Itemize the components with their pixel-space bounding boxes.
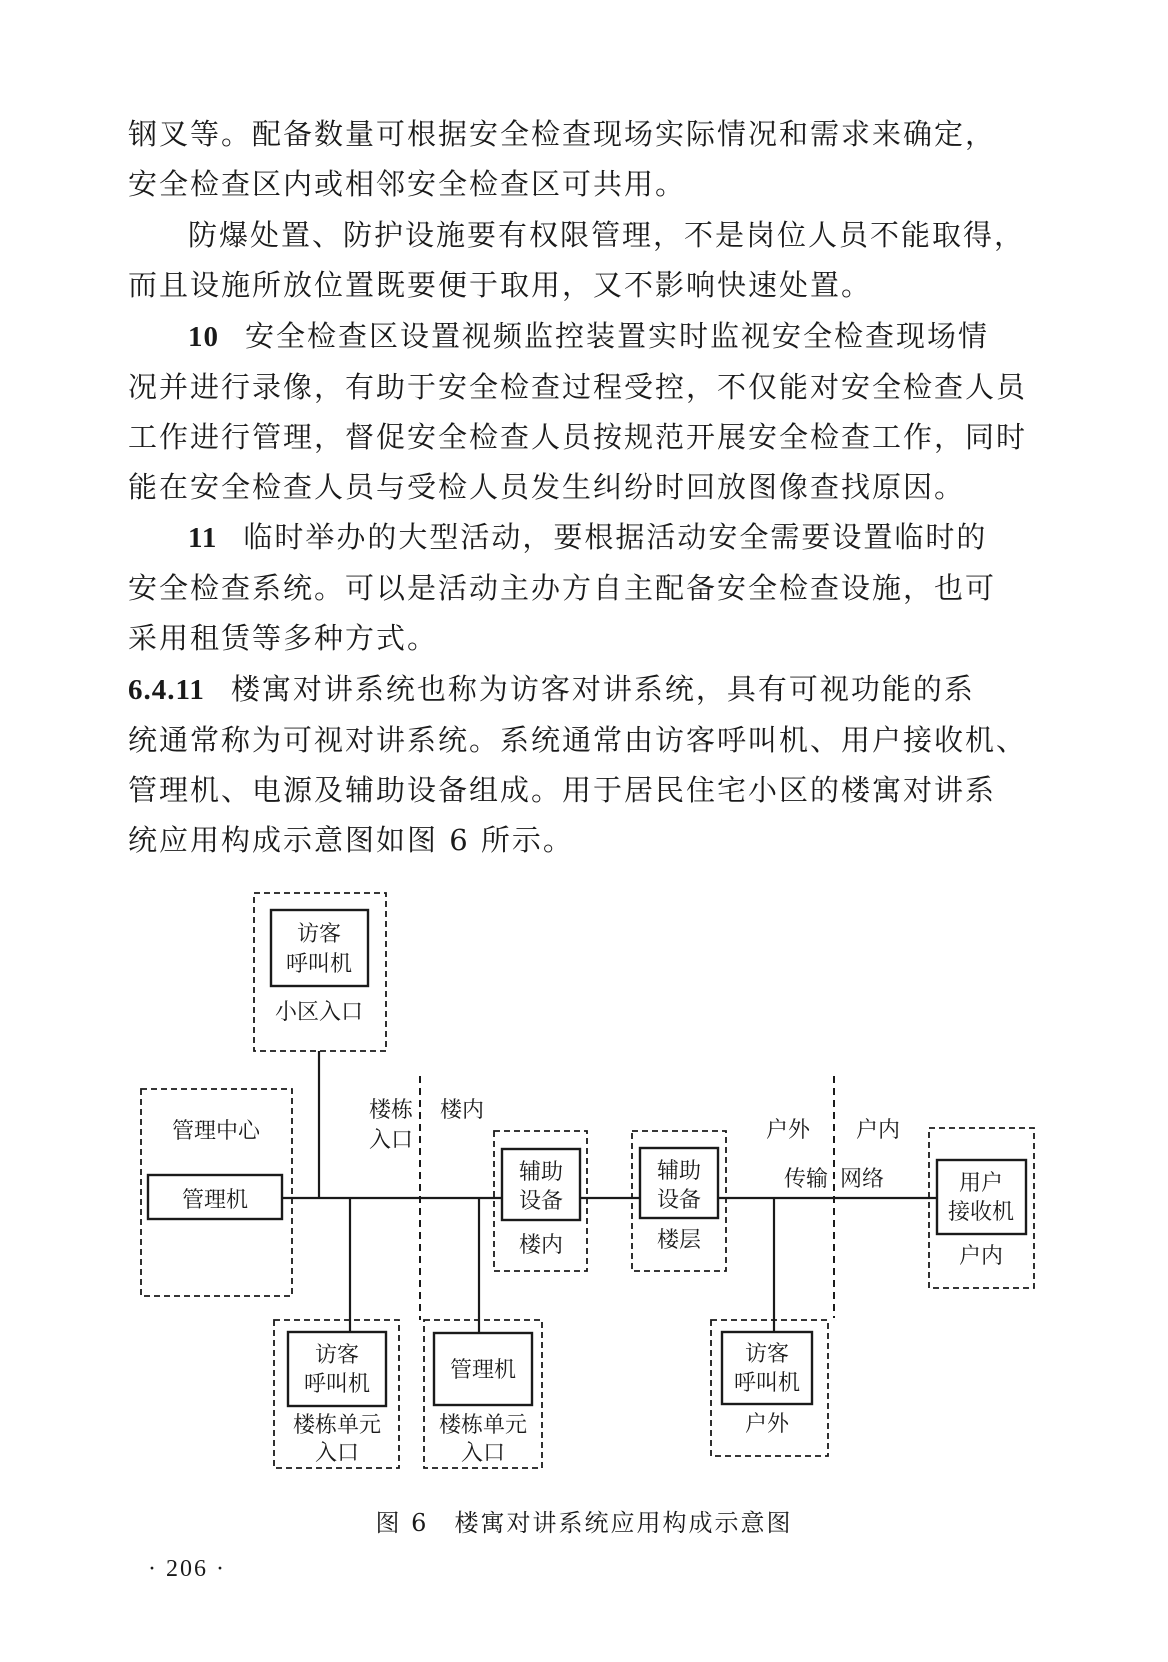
text-line: 统通常称为可视对讲系统。系统通常由访客呼叫机、用户接收机、 [128, 723, 1028, 757]
inside-building-label: 楼内 [439, 1098, 485, 1123]
building-entrance-label-1: 楼栋 [368, 1098, 414, 1123]
text-line: 统应用构成示意图如图 6 所示。 [128, 823, 574, 857]
text-line: 工作进行管理，督促安全检查人员按规范开展安全检查工作，同时 [128, 420, 1028, 454]
transmission-label: 传输 [783, 1167, 829, 1192]
text-line: 防爆处置、防护设施要有权限管理，不是岗位人员不能取得， [188, 218, 1026, 252]
connection-lines [282, 1051, 937, 1333]
text-line: 安全检查区内或相邻安全检查区可共用。 [128, 167, 687, 201]
unit-manager-device-label: 管理机 [449, 1358, 517, 1383]
aux-floor-device-label-1: 辅助 [656, 1159, 702, 1184]
section-number: 11 [188, 522, 218, 554]
outdoor-call-device-label-2: 呼叫机 [733, 1371, 801, 1396]
unit-call-location-label-1: 楼栋单元 [292, 1413, 382, 1438]
user-receiver-location-label: 户内 [958, 1244, 1004, 1269]
unit-manager-location-label-2: 入口 [460, 1441, 506, 1466]
text-line: 安全检查区设置视频监控装置实时监视安全检查现场情 [245, 319, 990, 353]
text-line: 楼寓对讲系统也称为访客对讲系统，具有可视功能的系 [230, 672, 975, 706]
unit-call-device-label-2: 呼叫机 [303, 1372, 371, 1397]
text-line: 能在安全检查人员与受检人员发生纠纷时回放图像查找原因。 [128, 470, 966, 504]
text-line: 管理机、电源及辅助设备组成。用于居民住宅小区的楼寓对讲系 [128, 773, 997, 807]
aux-building-location-label: 楼内 [518, 1233, 564, 1258]
section-number: 6.4.11 [128, 674, 205, 706]
management-center-title: 管理中心 [171, 1119, 261, 1144]
text-line: 钢叉等。配备数量可根据安全检查现场实际情况和需求来确定， [128, 117, 997, 151]
unit-manager-location-label-1: 楼栋单元 [438, 1413, 528, 1438]
text-line: 安全检查系统。可以是活动主办方自主配备安全检查设施，也可 [128, 571, 997, 605]
manager-device-label: 管理机 [181, 1188, 249, 1213]
aux-building-device-label-2: 设备 [518, 1189, 564, 1214]
user-receiver-device-label-2: 接收机 [947, 1200, 1015, 1225]
user-receiver-device-label-1: 用户 [958, 1171, 1004, 1196]
page-number: · 206 · [148, 1556, 226, 1582]
text-line: 而且设施所放位置既要便于取用，又不影响快速处置。 [128, 268, 873, 302]
entrance-call-device-label-1: 访客 [296, 922, 342, 947]
aux-building-device-label-1: 辅助 [518, 1160, 564, 1185]
text-line: 临时举办的大型活动，要根据活动安全需要设置临时的 [243, 520, 988, 554]
aux-floor-location-label: 楼层 [656, 1228, 702, 1253]
figure-caption: 图 6 楼寓对讲系统应用构成示意图 [375, 1509, 793, 1537]
network-label: 网络 [839, 1167, 885, 1192]
outdoor-zone-label: 户外 [765, 1118, 811, 1143]
unit-call-device-label-1: 访客 [314, 1343, 360, 1368]
text-line: 采用租赁等多种方式。 [128, 621, 439, 655]
section-number: 10 [188, 321, 219, 353]
outdoor-call-device-label-1: 访客 [744, 1342, 790, 1367]
text-line: 况并进行录像，有助于安全检查过程受控，不仅能对安全检查人员 [128, 370, 1028, 404]
entrance-location-label: 小区入口 [274, 1000, 364, 1025]
unit-call-location-label-2: 入口 [314, 1441, 360, 1466]
outdoor-call-location-label: 户外 [744, 1412, 790, 1437]
building-entrance-label-2: 入口 [368, 1128, 414, 1153]
entrance-call-device-label-2: 呼叫机 [285, 952, 353, 977]
indoor-zone-label: 户内 [855, 1118, 901, 1143]
aux-floor-device-label-2: 设备 [656, 1188, 702, 1213]
